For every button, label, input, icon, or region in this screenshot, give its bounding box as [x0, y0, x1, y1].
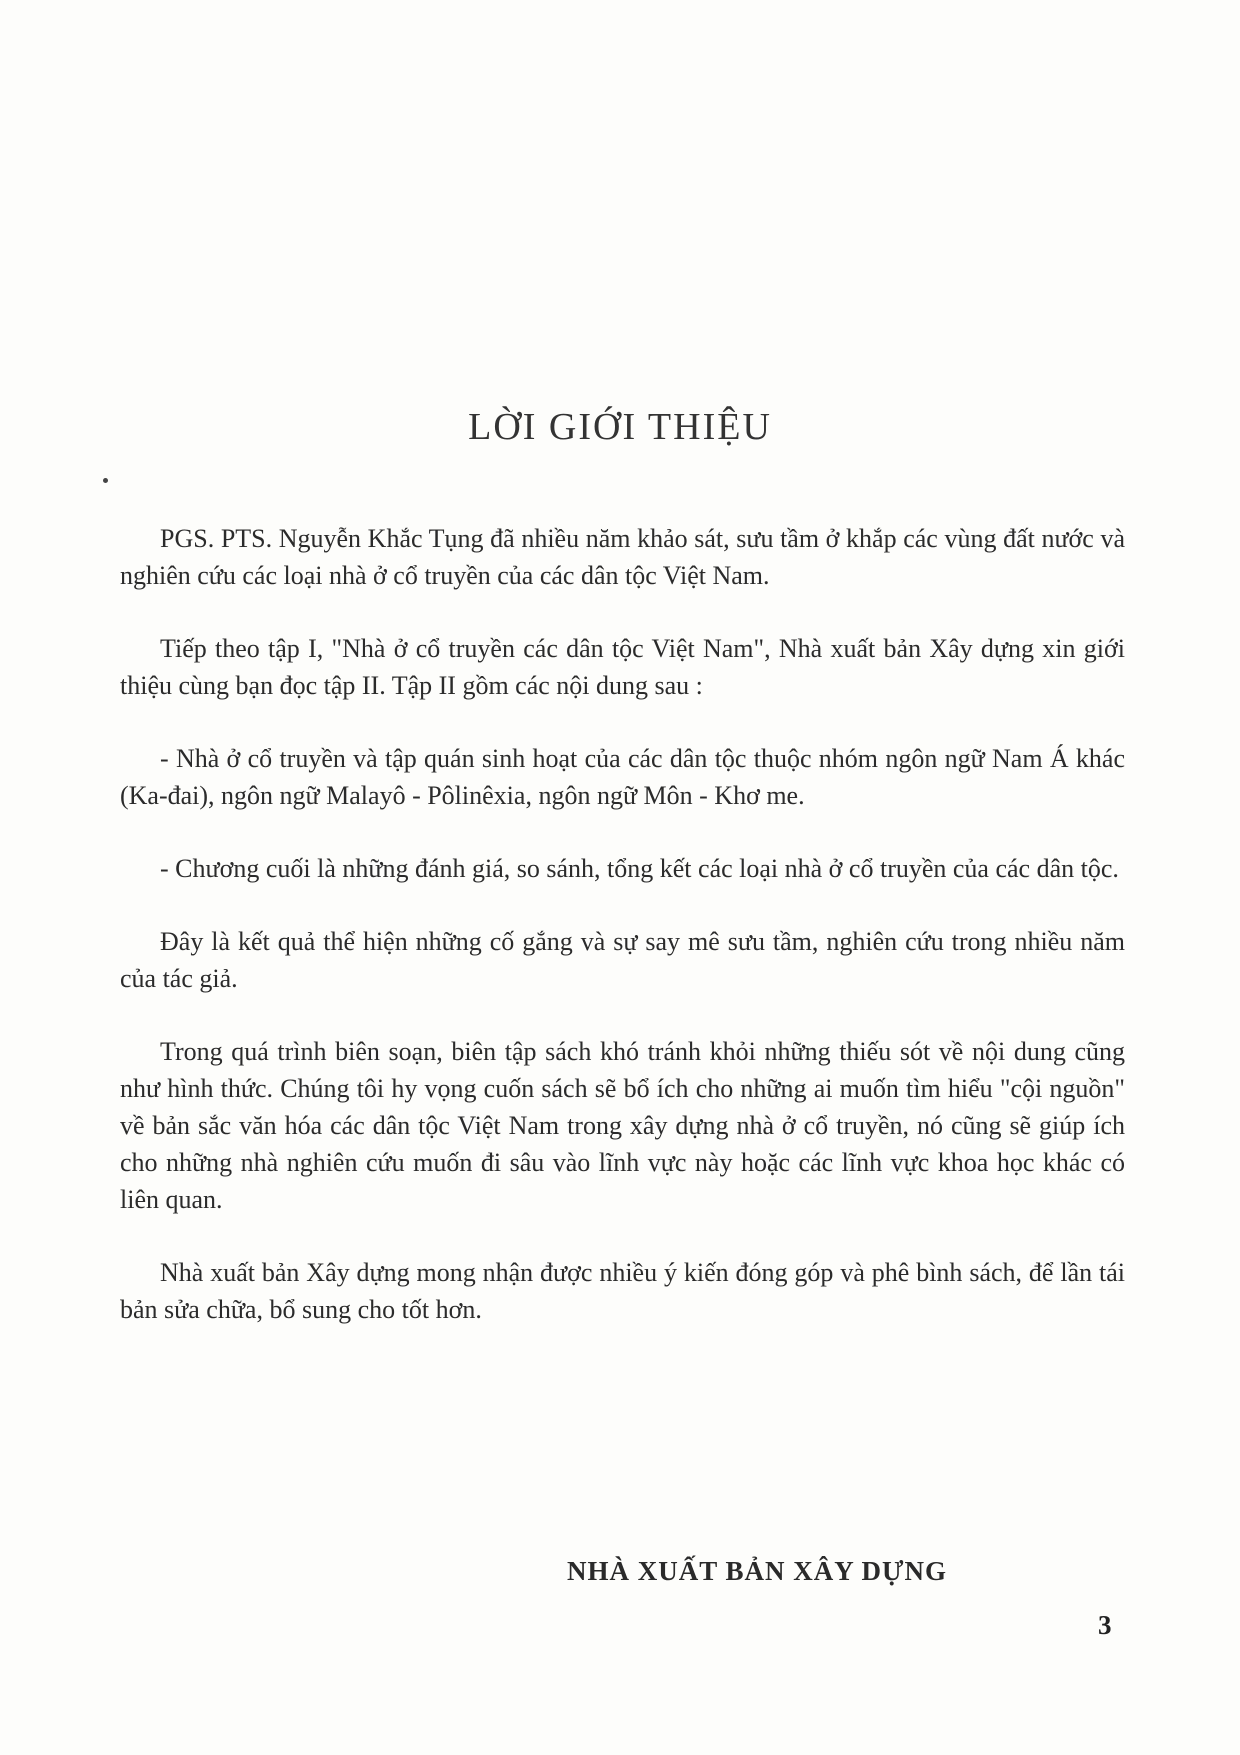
paragraph-5: Đây là kết quả thể hiện những cố gắng và sự say mê sưu tầm, nghiên cứu trong nhiều năm của tác giả. [120, 927, 1125, 993]
body-text [120, 520, 1125, 1364]
paragraph-6: Trong quá trình biên soạn, biên tập sách khó tránh khỏi những thiếu sót về nội dung cũng như hình thức. Chúng tôi hy vọng cuốn sách sẽ bổ ích cho những ai muốn tìm hiểu "cội nguồn" về bản sắc văn hóa các dân tộc Việt Nam trong xây dựng nhà ở cổ truyền, nó cũng sẽ giúp ích cho những nhà nghiên cứu muốn đi sâu vào lĩnh vực này hoặc các lĩnh vực khoa học khác có liên quan. [120, 1037, 1125, 1214]
page-title: LỜI GIỚI THIỆU [468, 406, 772, 448]
paragraph-7: Nhà xuất bản Xây dựng mong nhận được nhiều ý kiến đóng góp và phê bình sách, để lần tái bản sửa chữa, bổ sung cho tốt hơn. [120, 1258, 1125, 1324]
paragraph-2: Tiếp theo tập I, "Nhà ở cổ truyền các dân tộc Việt Nam", Nhà xuất bản Xây dựng xin giới thiệu cùng bạn đọc tập II. Tập II gồm các nội dung sau : [120, 634, 1125, 700]
page-number: 3 [1098, 1610, 1112, 1640]
paragraph-1: PGS. PTS. Nguyễn Khắc Tụng đã nhiều năm khảo sát, sưu tầm ở khắp các vùng đất nước và nghiên cứu các loại nhà ở cổ truyền của các dân tộc Việt Nam. [120, 524, 1125, 590]
stray-dot-mark [103, 478, 108, 483]
publisher-signature: NHÀ XUẤT BẢN XÂY DỰNG [567, 1556, 948, 1586]
paragraph-4: - Chương cuối là những đánh giá, so sánh, tổng kết các loại nhà ở cổ truyền của các dân tộc. [160, 854, 1119, 883]
paragraph-3: - Nhà ở cổ truyền và tập quán sinh hoạt của các dân tộc thuộc nhóm ngôn ngữ Nam Á khác (Ka-đai), ngôn ngữ Malayô - Pôlinêxia, ngôn ngữ Môn - Khơ me. [120, 744, 1125, 810]
